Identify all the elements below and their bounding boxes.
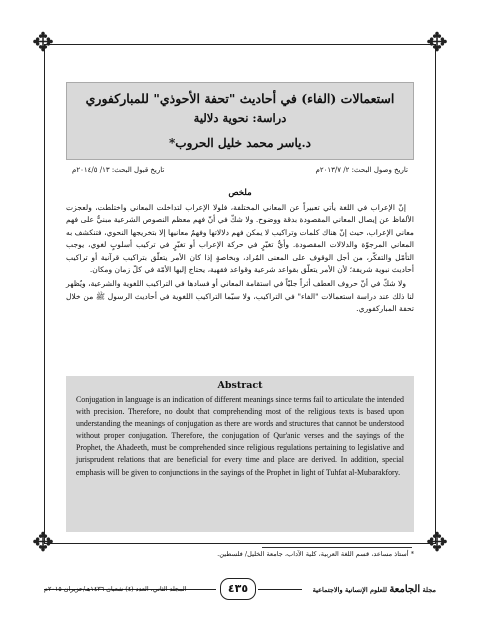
journal-suffix: للعلوم الإنسانية والاجتماعية [312, 586, 388, 594]
title-box [66, 82, 414, 160]
page-number: ٤٣٥ [220, 578, 256, 600]
arabic-abstract-paragraph: ولا شكّ في أنّ حروف العطف أثراً جليّاً في استقامة المعاني أو فسادها في التراكيب اللغوية والشرعية، ويُظهر لنا ذلك عند دراسة استعمالات "الفاء" في التراكيب، ولا سيّما التراكيب اللغوية في أحاديث الرسول ﷺ من خلال تحفة المباركفوري. [66, 279, 414, 314]
journal-name [313, 584, 436, 595]
journal-title: الجامعة [389, 584, 421, 595]
arabic-abstract-body [66, 202, 414, 316]
footnote-divider [262, 547, 412, 548]
paper-subtitle: دراسة: نحوية دلالية [193, 111, 287, 125]
corner-ornament-bottom-left: ✥ [32, 528, 54, 558]
author-name: د.ياسر محمد خليل الحروب* [169, 136, 311, 150]
arabic-abstract-paragraph: إنّ الإعراب في اللغة يأتي تعبيراً عن المعاني المختلفة، فلولا الإعراب لتداخلت المعاني واختلطت، ولعجزت الألفاظ عن إيصال المعاني المقصودة بدقة ووضوح. ولا شكّ في أنّ فهم معظم النصوص الشرعية مبنيٌّ على فهم معاني الإعراب، حيث إنّ هناك كلمات وتراكيب لا يمكن فهم دلالاتها وفهمُ معانيها إلا بتخريجها النحوي، فتنكشف به المعاني المرجوّة والدلالات المقصودة. وأيُّ تغيّرٍ في حركة الإعراب أو تغيّرٍ في تركيب أسلوبٍ لغوي، يوجب التأمّل والتفكّر، من أجل الوقوف على المعنى المُراد، وبخاصةٍ إذا كان الأمر يتعلّق بتراكيب قرآنية أو تراكيب أحاديث نبوية شريفة؛ لأن الأمر يتعلّق بقواعد شرعية وقواعد فقهية، يحتاج إليها الأمّة في كلّ زمان ومكان. [66, 203, 414, 275]
corner-ornament-top-right: ✥ [426, 28, 448, 58]
author-affiliation-footnote: * أستاذ مساعد، قسم اللغة العربية، كلية الآداب، جامعة الخليل/ فلسطين. [217, 550, 414, 558]
footer-rule-right [258, 589, 302, 590]
paper-title: استعمالات (الفاء) في أحاديث "تحفة الأحوذي" للمباركفوري [85, 91, 395, 106]
date-received: تاريخ وصول البحث: ٢/ ٢٠١٣/٧م [315, 166, 408, 174]
english-abstract-heading: Abstract [217, 380, 263, 391]
arabic-abstract-heading: ملخص [228, 188, 252, 198]
corner-ornament-top-left: ✥ [32, 28, 54, 58]
submission-dates [72, 166, 408, 180]
date-accepted: تاريخ قبول البحث: ١٣/ ٢٠١٤/٥م [72, 166, 165, 174]
english-abstract-text: Conjugation in language is an indication of different meanings since terms fail to articulate the intended with precision. Therefore, no doubt that comprehending most of the religious texts is based upon understanding the meanings of conjugation as there are words and structures that cannot be understood without proper conjugation. Therefore, the conjugation of Qur'anic verses and the sayings of the Prophet, the Ahadeeth, must be comprehended since religious regulations pertaining to legislative and jurisprudent relations that are beneficial for every time and place are derived. In addition, special emphasis will be given to conjunctions in the sayings of the Prophet in light of Tuhfat al-Mubarakfory. [76, 395, 404, 477]
journal-prefix: مجلة [422, 586, 436, 594]
english-abstract-box [66, 376, 414, 532]
page-footer [44, 580, 436, 598]
issue-info: المجلد الثاني، العدد (٤) شعبان ١٤٣٦هـ/حزيران ٢٠١٥م [44, 585, 187, 593]
corner-ornament-bottom-right: ✥ [426, 528, 448, 558]
